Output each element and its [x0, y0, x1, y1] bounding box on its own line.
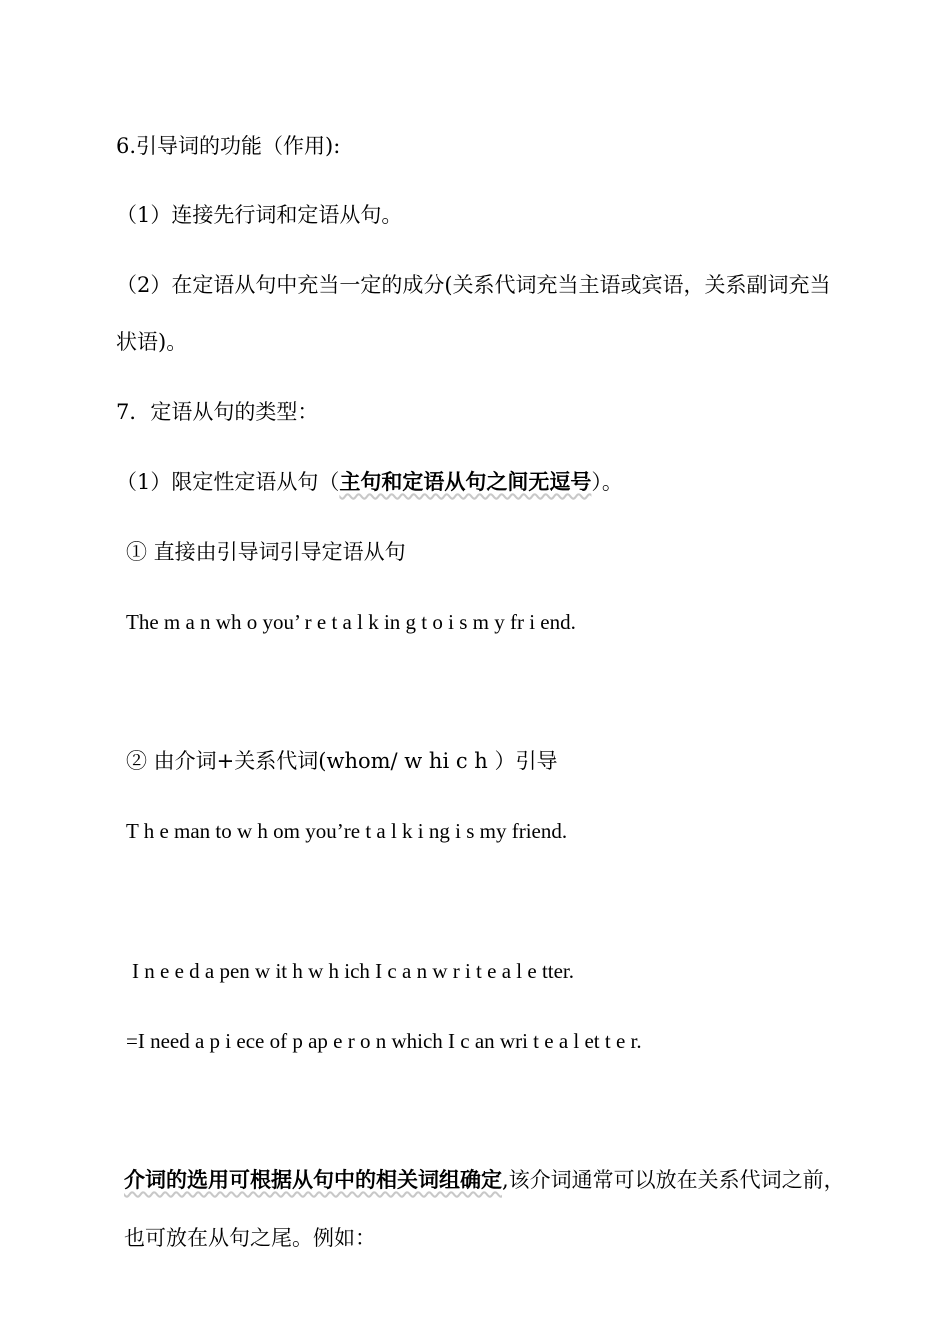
type-1 — [116, 468, 623, 496]
example-1: The m a n wh o you’ r e t a l k in g t o i s m y fr i end. — [126, 610, 576, 634]
subtype-1: ① 直接由引导词引导定语从句 — [126, 540, 406, 564]
note-line-1 — [124, 1166, 845, 1194]
note-rest: ,该介词通常可以放在关系代词之前， — [502, 1168, 845, 1192]
heading-6: 6.引导词的功能（作用): — [116, 134, 341, 158]
point-2-cont: 状语)。 — [116, 330, 188, 354]
example-4: =I need a p i ece of p ap e r o n which I c an wri t e a l et t e r. — [126, 1029, 642, 1053]
note-emphasis: 介词的选用可根据从句中的相关词组确定 — [124, 1167, 502, 1192]
point-1: （1）连接先行词和定语从句。 — [116, 203, 403, 227]
example-2: T h e man to w h om you’re t a l k i ng i s my friend. — [126, 819, 568, 843]
heading-7: 7．定语从句的类型： — [116, 400, 319, 424]
type-1-prefix: （1）限定性定语从句（ — [116, 470, 340, 494]
example-3: I n e e d a pen w it h w h ich I c a n w r i t e a l e tter. — [132, 959, 575, 983]
type-1-emphasis: 主句和定语从句之间无逗号 — [339, 469, 592, 494]
note-line-2: 也可放在从句之尾。例如： — [124, 1226, 376, 1250]
point-2: （2）在定语从句中充当一定的成分(关系代词充当主语或宾语，关系副词充当 — [116, 273, 831, 297]
type-1-suffix: ）。 — [591, 470, 623, 494]
subtype-2: ② 由介词+关系代词(whom/ w hi c h ）引导 — [126, 749, 558, 773]
